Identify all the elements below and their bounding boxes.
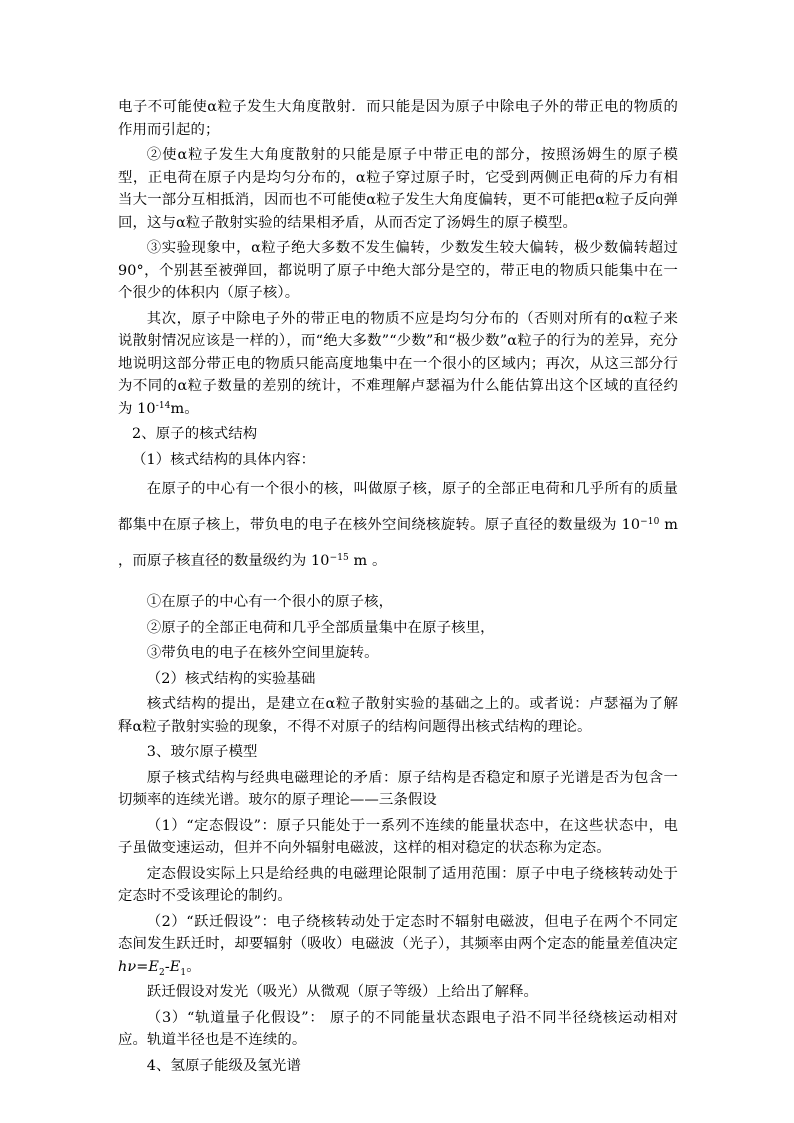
paragraph-transition bbox=[118, 911, 678, 979]
paragraph-nucleus-definition bbox=[118, 471, 678, 579]
text-segment: m ，而原子核直径的数量级约为 10 bbox=[118, 517, 679, 569]
text-segment: 。 bbox=[186, 958, 201, 975]
list-item-3: ③带负电的电子在核外空间里旋转。 bbox=[146, 645, 379, 661]
document-page bbox=[118, 96, 678, 1077]
exponent: -14 bbox=[155, 400, 171, 411]
heading-experimental-basis: （2）核式结构的实验基础 bbox=[146, 670, 316, 687]
text-segment: 在原子的中心有一个很小的核，叫做原子核，原子的全部正电荷和几乎所有的质量都集中在原子核上，带负电的电子在核外空间绕核旋转。原子直径的数量级为 10 bbox=[118, 481, 678, 533]
heading-hydrogen-levels: 4、氢原子能级及氢光谱 bbox=[146, 1057, 301, 1074]
paragraph-contradiction: 原子核式结构与经典电磁理论的矛盾：原子结构是否稳定和原子光谱是否为包含一切频率的连续光谱。玻尔的原子理论——三条假设 bbox=[118, 769, 678, 808]
list-item-1: ①在原子的中心有一个很小的原子核， bbox=[146, 594, 394, 610]
text-segment: m。 bbox=[170, 400, 199, 417]
heading-nuclear-structure: 2、原子的核式结构 bbox=[132, 426, 258, 442]
subscript: 1 bbox=[180, 967, 187, 978]
formula-text: hν=E bbox=[118, 958, 159, 975]
text-segment: （2）“跃迁假设”：电子绕核转动处于定态时不辐射电磁波，但电子在两个不同定态间发生跃迁时，却要辐射（吸收）电磁波（光子），其频率由两个定态的能量差值决定 bbox=[118, 913, 678, 952]
paragraph-experimental-basis: 核式结构的提出，是建立在α粒子散射实验的基础之上的。或者说：卢瑟福为了解释α粒子散射实验的现象，不得不对原子的结构问题得出核式结构的理论。 bbox=[118, 696, 678, 735]
paragraph-stationary-scope: 定态假设实际上只是给经典的电磁理论限制了适用范围：原子中电子绕核转动处于定态时不受该理论的制约。 bbox=[118, 865, 678, 904]
exponent: −10 bbox=[640, 517, 660, 527]
text-segment: 其次，原子中除电子外的带正电的物质不应是均匀分布的（否则对所有的α粒子来说散射情况应该是一样的），而“绝大多数”“少数”和“极少数”α粒子的行为的差异，充分地说明这部分带正电的物质只能高度地集中在一个很小的区域内；再次，从这三部分行为不同的α粒子数量的差别的统计，不难理解卢瑟福为什么能估算出这个区域的直径约为 10 bbox=[118, 310, 678, 417]
paragraph-orbit-quantization: （3）“轨道量子化假设”： 原子的不同能量状态跟电子沿不同半径绕核运动相对应。轨道半径也是不连续的。 bbox=[118, 1009, 678, 1048]
paragraph-transition-explain: 跃迁假设对发光（吸光）从微观（原子等级）上给出了解释。 bbox=[146, 984, 539, 1000]
paragraph-point-3: ③实验现象中，α粒子绝大多数不发生偏转，少数发生较大偏转，极少数偏转超过90°，个别甚至被弹回，都说明了原子中绝大部分是空的，带正电的物质只能集中在一个很少的体积内（原子核）。 bbox=[118, 240, 678, 301]
heading-structure-content: （1）核式结构的具体内容： bbox=[132, 451, 316, 468]
exponent: −15 bbox=[329, 553, 349, 563]
list-item-2: ②原子的全部正电荷和几乎全部质量集中在原子核里， bbox=[146, 619, 495, 636]
paragraph-point-2: ②使α粒子发生大角度散射的只能是原子中带正电的部分，按照汤姆生的原子模型，正电荷在原子内是均匀分布的，α粒子穿过原子时，它受到两侧正电荷的斥力有相当大一部分互相抵消，因而也不可能使α粒子发生大角度偏转，更不可能把α粒子反向弹回，这与α粒子散射实验的结果相矛盾，从而否定了汤姆生的原子模型。 bbox=[118, 147, 678, 231]
subscript: 2 bbox=[158, 967, 165, 978]
paragraph-stationary-state: （1）“定态假设”：原子只能处于一系列不连续的能量状态中，在这些状态中，电子虽做变速运动，但并不向外辐射电磁波，这样的相对稳定的状态称为定态。 bbox=[118, 817, 678, 856]
paragraph-secondly bbox=[118, 308, 678, 421]
paragraph-alpha-electron: 电子不可能使α粒子发生大角度散射．而只能是因为原子中除电子外的带正电的物质的作用而引起的； bbox=[118, 99, 678, 138]
text-segment: m 。 bbox=[348, 553, 387, 569]
heading-bohr-model: 3、玻尔原子模型 bbox=[146, 744, 258, 760]
formula-text: -E bbox=[164, 958, 181, 975]
